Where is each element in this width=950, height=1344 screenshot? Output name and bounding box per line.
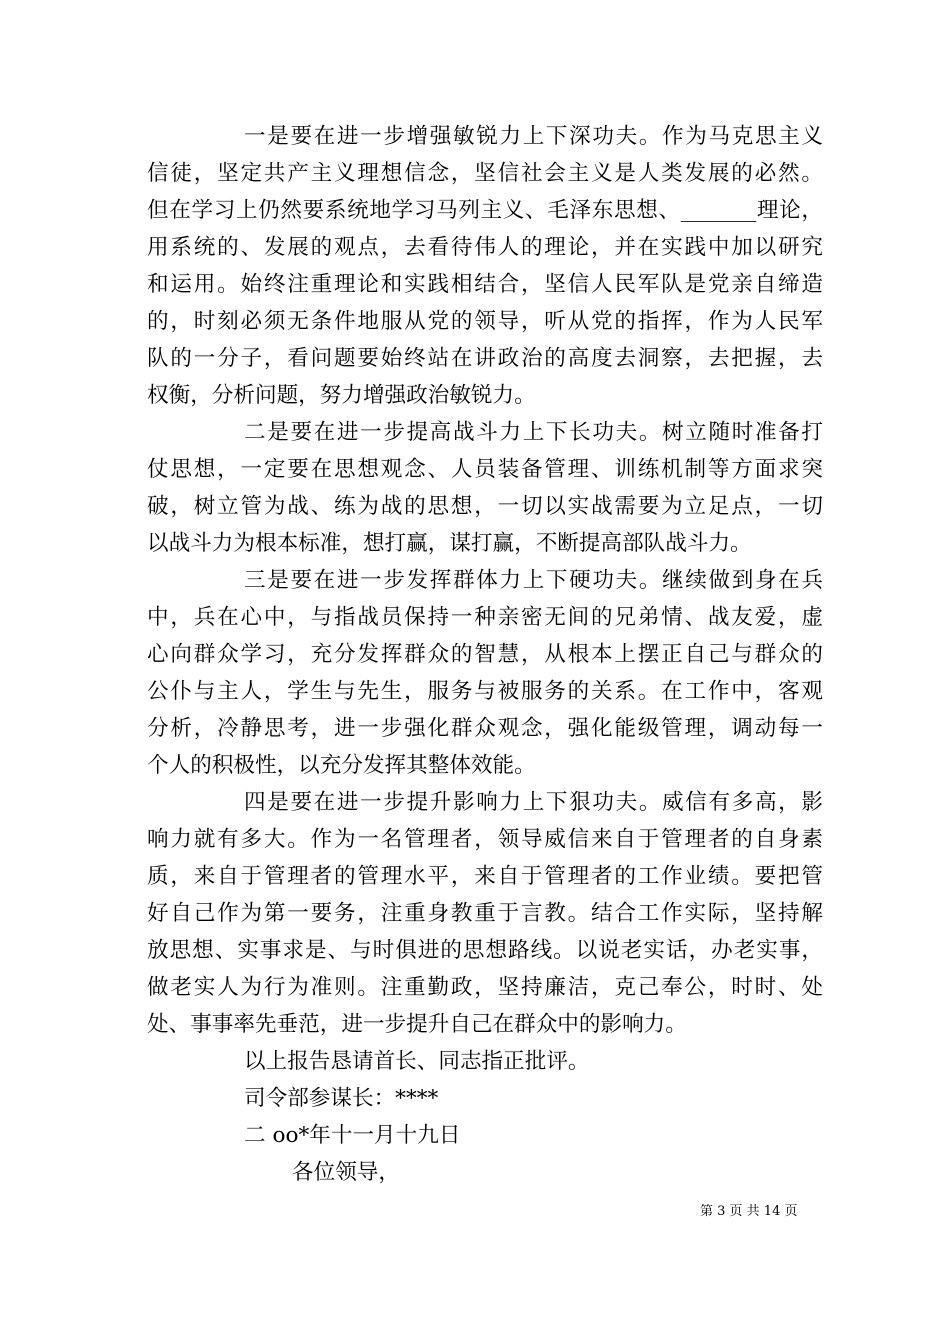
paragraph-4-line-7: 处、事事率先垂范，进一步提升自己在群众中的影响力。 (147, 1012, 687, 1037)
paragraph-3-line-5: 分析，冷静思考，进一步强化群众观念，强化能级管理，调动每一 (147, 716, 823, 741)
paragraph-1-line-5: 和运用。始终注重理论和实践相结合，坚信人民军队是党亲自缔造 (147, 272, 823, 297)
closing-date: 二 oo*年十一月十九日 (244, 1123, 461, 1148)
paragraph-1-line-2: 信徒，坚定共产主义理想信念，坚信社会主义是人类发展的必然。 (147, 161, 823, 186)
paragraph-3-line-3: 心向群众学习，充分发挥群众的智慧，从根本上摆正自己与群众的 (147, 642, 823, 667)
paragraph-2-line-3: 破，树立管为战、练为战的思想，一切以实战需要为立足点，一切 (147, 494, 823, 519)
paragraph-1-line-6: 的，时刻必须无条件地服从党的领导，听从党的指挥，作为人民军 (147, 309, 823, 334)
paragraph-4-line-5: 放思想、实事求是、与时俱进的思想路线。以说老实话，办老实事， (147, 938, 823, 963)
paragraph-2-line-4: 以战斗力为根本标准，想打赢，谋打赢，不断提高部队战斗力。 (147, 531, 752, 556)
paragraph-3-line-2: 中，兵在心中，与指战员保持一种亲密无间的兄弟情、战友爱，虚 (147, 605, 823, 630)
paragraph-1-line-1: 一是要在进一步增强敏锐力上下深功夫。作为马克思主义 (244, 124, 823, 149)
paragraph-4-line-3: 质，来自于管理者的管理水平，来自于管理者的工作业绩。要把管 (147, 864, 823, 889)
closing-greeting: 各位领导， (292, 1160, 400, 1185)
closing-request: 以上报告恳请首长、同志指正批评。 (244, 1049, 590, 1074)
closing-signature: 司令部参谋长：**** (244, 1086, 439, 1111)
paragraph-3-line-6: 个人的积极性，以充分发挥其整体效能。 (147, 753, 536, 778)
paragraph-3-line-4: 公仆与主人，学生与先生，服务与被服务的关系。在工作中，客观 (147, 679, 823, 704)
paragraph-1-line-7: 队的一分子，看问题要始终站在讲政治的高度去洞察，去把握，去 (147, 346, 823, 371)
page-number: 第 3 页 共 14 页 (700, 1204, 798, 1219)
paragraph-4-line-4: 好自己作为第一要务，注重身教重于言教。结合工作实际，坚持解 (147, 901, 823, 926)
paragraph-2-line-1: 二是要在进一步提高战斗力上下长功夫。树立随时准备打 (244, 420, 823, 445)
paragraph-2-line-2: 仗思想，一定要在思想观念、人员装备管理、训练机制等方面求突 (147, 457, 823, 482)
paragraph-4-line-1: 四是要在进一步提升影响力上下狠功夫。威信有多高，影 (244, 790, 823, 815)
paragraph-4-line-2: 响力就有多大。作为一名管理者，领导威信来自于管理者的自身素 (147, 827, 823, 852)
paragraph-4-line-6: 做老实人为行为准则。注重勤政，坚持廉洁，克己奉公，时时、处 (147, 975, 823, 1000)
paragraph-1-line-8: 权衡，分析问题，努力增强政治敏锐力。 (147, 383, 536, 408)
paragraph-1-line-3: 但在学习上仍然要系统地学习马列主义、毛泽东思想、_______理论， (147, 198, 823, 223)
paragraph-3-line-1: 三是要在进一步发挥群体力上下硬功夫。继续做到身在兵 (244, 568, 823, 593)
paragraph-1-line-4: 用系统的、发展的观点，去看待伟人的理论，并在实践中加以研究 (147, 235, 823, 260)
